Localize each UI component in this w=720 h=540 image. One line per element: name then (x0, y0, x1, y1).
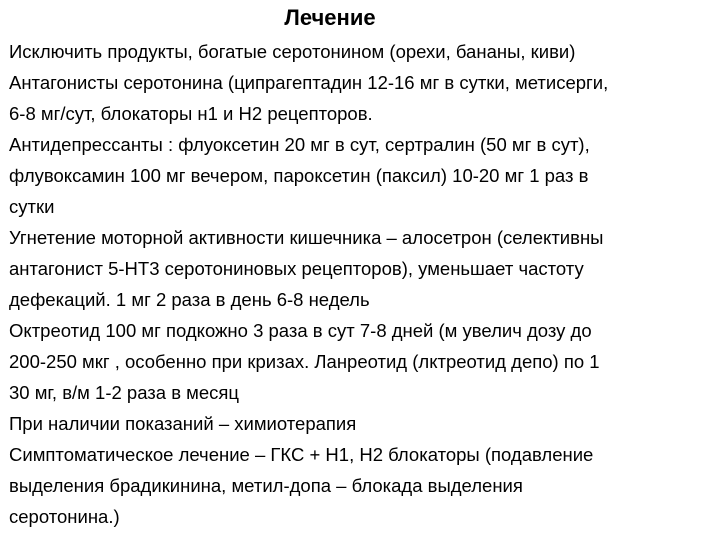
list-item-2 (9, 67, 720, 129)
item-line: выделения брадикинина, метил-допа – блокада выделения (9, 475, 523, 496)
item-line: Октреотид 100 мг подкожно 3 раза в сут 7-8 дней (м увелич дозу до (9, 320, 592, 341)
list-item-7 (9, 439, 720, 532)
list-item-4 (9, 222, 720, 315)
list-item-6 (9, 408, 720, 439)
item-line: дефекаций. 1 мг 2 раза в день 6-8 недель (9, 289, 370, 310)
item-line: Угнетение моторной активности кишечника – алосетрон (селективны (9, 227, 604, 248)
item-line: 200-250 мкг , особенно при кризах. Ланреотид (лктреотид депо) по 1 (9, 351, 600, 372)
item-line: При наличии показаний – химиотерапия (9, 413, 357, 434)
item-line: сутки (9, 196, 55, 217)
item-line: Антидепрессанты : флуоксетин 20 мг в сут, сертралин (50 мг в сут), (9, 134, 590, 155)
item-line: серотонина.) (9, 506, 120, 527)
treatment-list (9, 36, 720, 532)
item-line: Антагонисты серотонина (ципрагептадин 12-16 мг в сутки, метисерги, (9, 72, 609, 93)
item-line: флувоксамин 100 мг вечером, пароксетин (паксил) 10-20 мг 1 раз в (9, 165, 589, 186)
list-item-3 (9, 129, 720, 222)
list-item-1 (9, 36, 720, 67)
item-line: антагонист 5-НТ3 серотониновых рецепторов), уменьшает частоту (9, 258, 584, 279)
item-line: Исключить продукты, богатые серотонином (орехи, бананы, киви) (9, 41, 576, 62)
slide-title: Лечение (284, 5, 376, 30)
list-item-5 (9, 315, 720, 408)
item-line: 6-8 мг/сут, блокаторы н1 и Н2 рецепторов. (9, 103, 373, 124)
item-line: 30 мг, в/м 1-2 раза в месяц (9, 382, 240, 403)
item-line: Симптоматическое лечение – ГКС + Н1, Н2 блокаторы (подавление (9, 444, 594, 465)
